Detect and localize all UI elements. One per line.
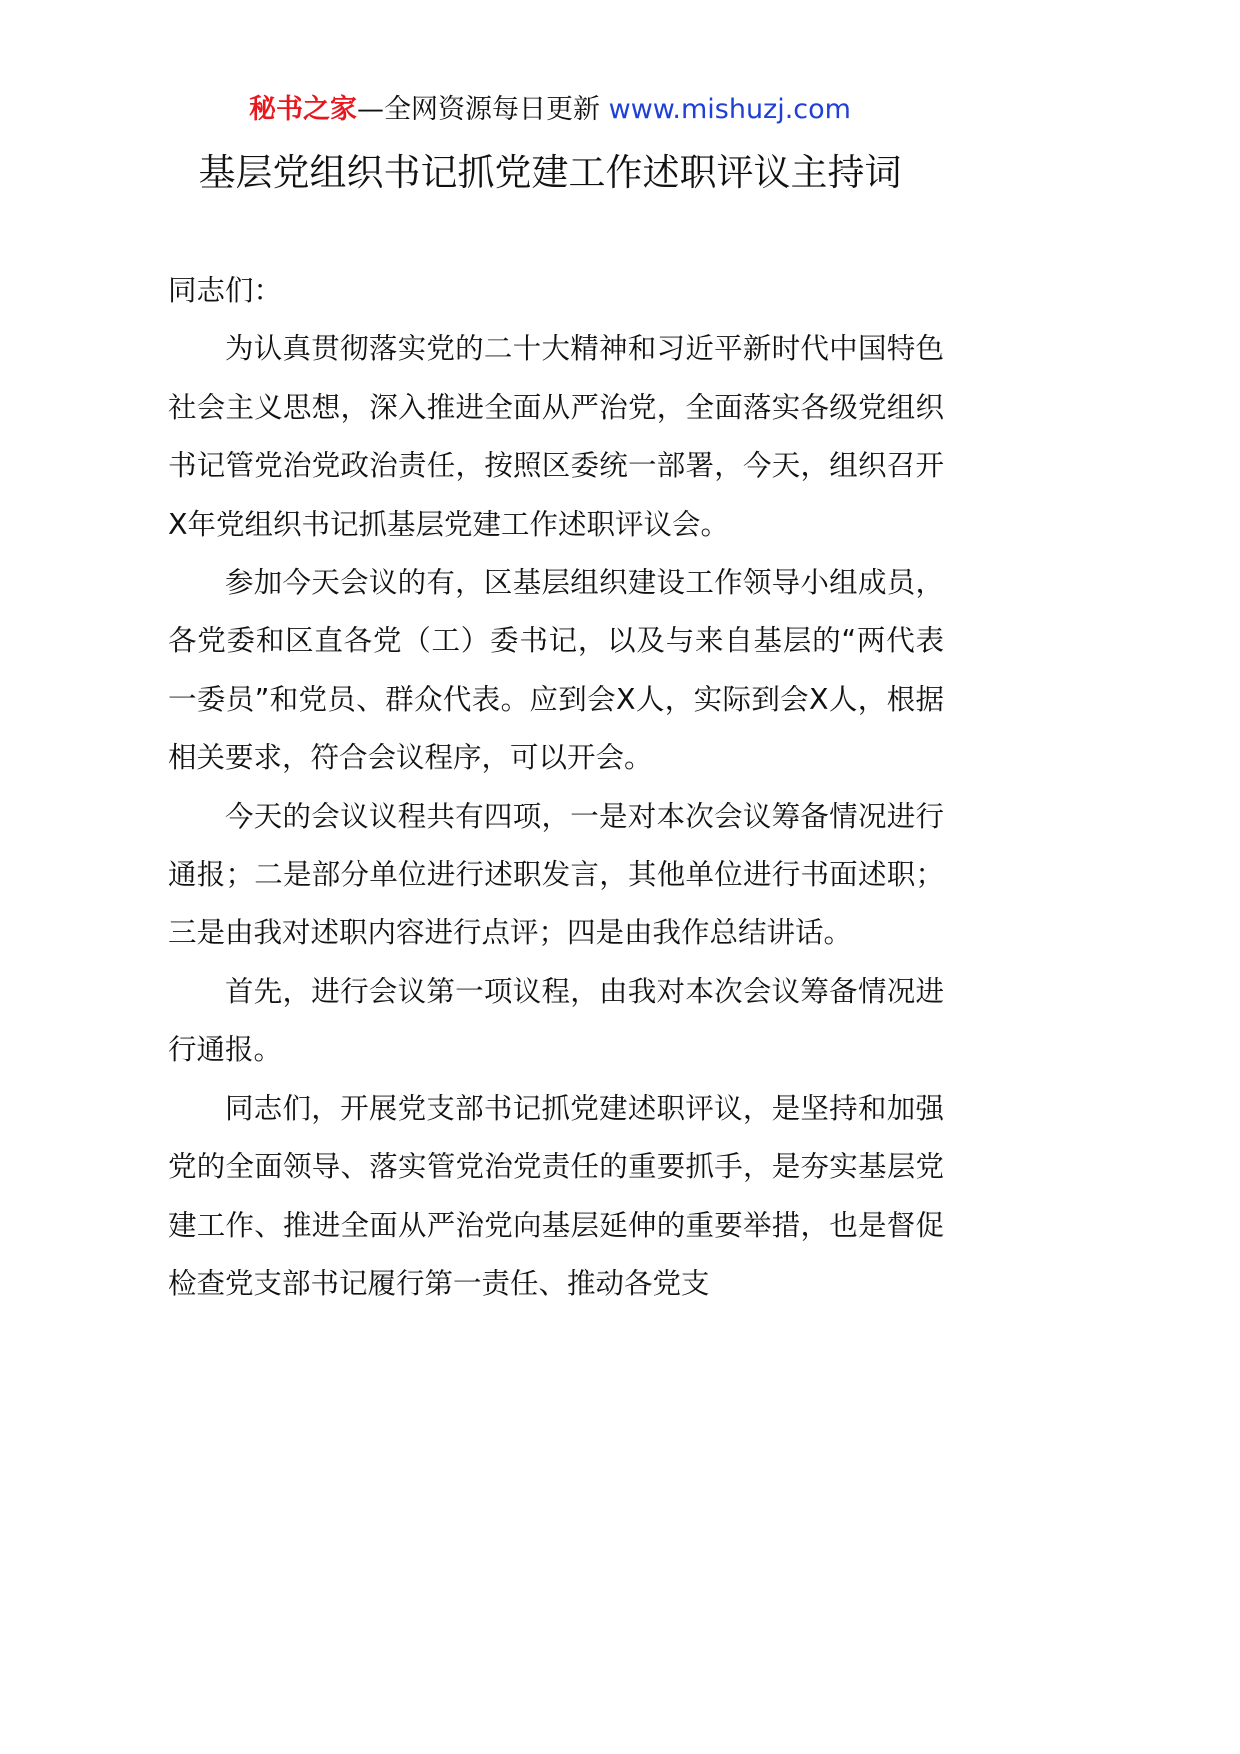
paragraph-5: 同志们，开展党支部书记抓党建述职评议，是坚持和加强党的全面领导、落实管党治党责任的重要抓手，是夯实基层党建工作、推进全面从严治党向基层延伸的重要举措，也是督促检查党支部书记履行第一责任、推动各党支 xyxy=(168,1091,944,1300)
paragraph-2: 参加今天会议的有，区基层组织建设工作领导小组成员，各党委和区直各党（工）委书记，以及与来自基层的“两代表一委员”和党员、群众代表。应到会X人，实际到会X人，根据相关要求，符合会议程序，可以开会。 xyxy=(168,566,944,775)
site-url-link[interactable]: www.mishuzj.com xyxy=(608,94,851,125)
paragraph-1: 为认真贯彻落实党的二十大精神和习近平新时代中国特色社会主义思想，深入推进全面从严治党，全面落实各级党组织书记管党治党政治责任，按照区委统一部署，今天，组织召开X年党组织书记抓基层党建工作述职评议会。 xyxy=(168,332,944,541)
site-tagline: —全网资源每日更新 xyxy=(357,94,601,125)
paragraph-3: 今天的会议议程共有四项，一是对本次会议筹备情况进行通报；二是部分单位进行述职发言，其他单位进行书面述职；三是由我对述职内容进行点评；四是由我作总结讲话。 xyxy=(168,799,944,950)
site-header xyxy=(0,92,1100,128)
site-brand: 秘书之家 xyxy=(249,94,358,125)
salutation: 同志们： xyxy=(168,274,283,307)
document-body xyxy=(168,262,944,1313)
paragraph-4: 首先，进行会议第一项议程，由我对本次会议筹备情况进行通报。 xyxy=(168,974,944,1067)
document-title: 基层党组织书记抓党建工作述职评议主持词 xyxy=(198,151,902,194)
